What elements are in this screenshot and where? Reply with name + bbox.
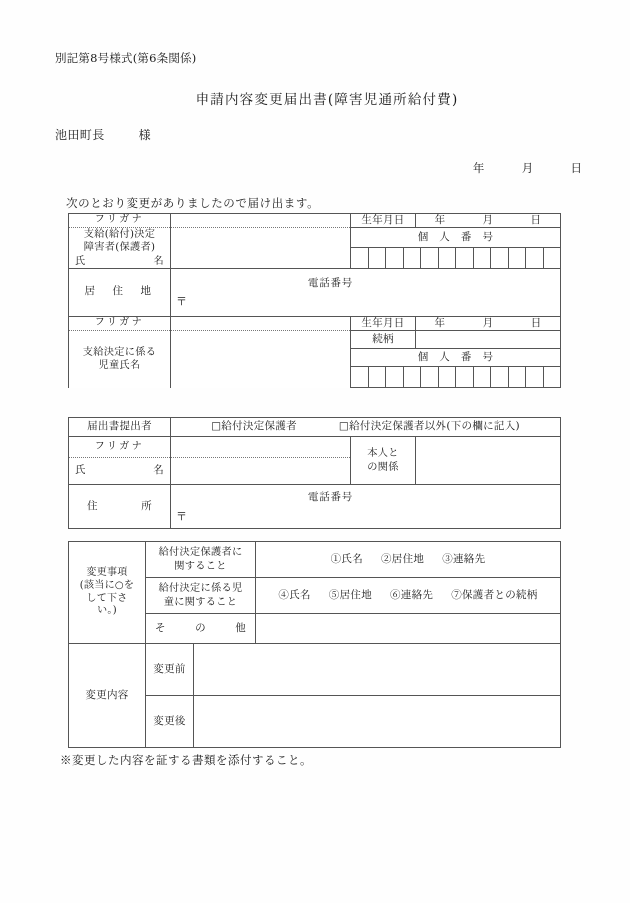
applicant-name-label-line1: 支給(給付)決定	[83, 229, 156, 241]
submitter-address-kanji1: 住	[87, 499, 98, 512]
change-section-line1: 変更事項	[86, 566, 128, 578]
mynumber-digit[interactable]	[421, 248, 439, 268]
applicant-birth-month: 月	[482, 214, 494, 226]
mynumber-digit[interactable]	[404, 248, 422, 268]
table-row	[69, 331, 561, 349]
change-row1-line1: 給付決定保護者に	[158, 547, 243, 559]
applicant-name-label-kanji1: 氏	[75, 255, 86, 267]
mynumber-digit[interactable]	[369, 248, 387, 268]
mynumber-digit[interactable]	[491, 367, 509, 387]
applicant-residence-value[interactable]	[171, 268, 561, 316]
date-year-label: 年	[472, 161, 485, 175]
change-row3-kanji2: の	[195, 621, 206, 634]
applicant-name-label-line3	[69, 255, 170, 268]
child-birth-month: 月	[482, 316, 494, 329]
change-item-7[interactable]: ⑦保護者との続柄	[451, 588, 538, 601]
child-birth-label: 生年月日	[351, 316, 416, 330]
postal-mark-icon: 〒	[176, 295, 188, 309]
change-item-3[interactable]: ③連絡先	[442, 552, 486, 565]
table-row	[69, 268, 561, 316]
change-row1-line2: 関すること	[174, 560, 227, 572]
applicant-birth-label: 生年月日	[351, 214, 416, 228]
checkbox-option-other[interactable]: □給付決定保護者以外(下の欄に記入)	[338, 420, 520, 433]
change-row2-items[interactable]	[256, 578, 561, 614]
child-birth-value[interactable]	[416, 316, 561, 330]
form-code: 別記第8号様式(第6条関係)	[55, 51, 197, 65]
submitter-options	[171, 418, 561, 437]
addressee-name: 池田町長	[55, 128, 105, 142]
mynumber-digit[interactable]	[386, 367, 404, 387]
applicant-name-label	[69, 228, 171, 268]
change-after-value[interactable]	[194, 696, 561, 748]
applicant-residence-label: 居 住 地	[69, 268, 171, 316]
change-items-section-label	[69, 542, 146, 644]
child-birth-day: 日	[530, 316, 542, 329]
change-row2-line2: 童に関すること	[163, 596, 238, 608]
submitter-tel-label: 電話番号	[307, 491, 354, 504]
mynumber-digit[interactable]	[474, 248, 492, 268]
change-section-line4: い。)	[97, 605, 117, 617]
mynumber-digit[interactable]	[526, 367, 544, 387]
submitter-address-label	[69, 485, 171, 529]
submitter-furigana-label: フリガナ	[69, 437, 171, 458]
change-row1-items[interactable]	[256, 542, 561, 578]
change-row3-kanji3: 他	[235, 621, 246, 634]
table-row	[69, 542, 561, 578]
checkbox-option-guardian[interactable]: □給付決定保護者	[211, 420, 297, 433]
mynumber-digit[interactable]	[386, 248, 404, 268]
change-section-line2: (該当に○を	[79, 579, 135, 591]
table-row	[69, 485, 561, 529]
mynumber-digit[interactable]	[509, 248, 527, 268]
applicant-mynumber-boxes[interactable]	[351, 247, 561, 268]
mynumber-digit[interactable]	[404, 367, 422, 387]
applicant-tel-label: 電話番号	[307, 276, 354, 289]
applicant-name-label-line2: 障害者(保護者)	[83, 242, 156, 254]
child-furigana-label: フリガナ	[69, 316, 171, 330]
applicant-birth-day: 日	[530, 214, 542, 226]
mynumber-digit[interactable]	[456, 248, 474, 268]
table-row	[69, 214, 561, 228]
change-table	[68, 541, 561, 748]
submitter-name-label	[69, 458, 171, 485]
table-row	[69, 644, 561, 696]
lead-text: 次のとおり変更がありましたので届け出ます。	[66, 196, 320, 210]
child-furigana-value[interactable]	[171, 316, 351, 330]
mynumber-digit[interactable]	[351, 248, 369, 268]
mynumber-digit[interactable]	[544, 367, 561, 387]
applicant-birth-value[interactable]	[416, 214, 561, 228]
child-name-label	[69, 331, 171, 388]
change-row2-line1: 給付決定に係る児	[158, 583, 243, 595]
change-row3-items[interactable]	[256, 614, 561, 644]
child-name-label-line2: 児童氏名	[98, 360, 141, 372]
child-birth-year: 年	[434, 316, 446, 329]
applicant-furigana-value[interactable]	[171, 214, 351, 228]
applicant-name-label-kanji2: 名	[153, 255, 164, 267]
submitter-address-kanji2: 所	[141, 499, 152, 512]
change-item-6[interactable]: ⑥連絡先	[390, 588, 434, 601]
child-name-value[interactable]	[171, 331, 351, 388]
submitter-relation-line2: の関係	[367, 461, 399, 473]
change-row3-label	[146, 614, 256, 644]
mynumber-digit[interactable]	[439, 367, 457, 387]
change-before-value[interactable]	[194, 644, 561, 696]
addressee-honorific: 様	[138, 128, 152, 142]
submitter-label: 届出書提出者	[69, 418, 171, 437]
change-row3-kanji1: そ	[155, 621, 166, 634]
mynumber-cell-group	[351, 248, 560, 268]
applicant-table	[68, 213, 561, 388]
date-line	[473, 160, 582, 176]
table-row	[69, 437, 561, 458]
footnote: ※変更した内容を証する書類を添付すること。	[60, 753, 312, 767]
submitter-address-value[interactable]	[171, 485, 561, 529]
change-content-section-label: 変更内容	[69, 644, 146, 748]
table-row	[69, 228, 561, 247]
submitter-name-kanji1: 氏	[75, 464, 86, 477]
submitter-relation-line1: 本人と	[367, 448, 399, 460]
change-item-1[interactable]: ①氏名	[330, 552, 363, 565]
submitter-relation-value[interactable]	[416, 437, 561, 485]
mynumber-digit[interactable]	[456, 367, 474, 387]
applicant-mynumber-label: 個 人 番 号	[351, 228, 561, 247]
mynumber-digit[interactable]	[421, 367, 439, 387]
page-title: 申請内容変更届出書(障害児通所給付費)	[195, 92, 459, 108]
mynumber-digit[interactable]	[544, 248, 561, 268]
mynumber-digit[interactable]	[351, 367, 369, 387]
child-mynumber-boxes[interactable]	[351, 367, 561, 388]
postal-mark-icon: 〒	[176, 509, 188, 523]
change-row1-label	[146, 542, 256, 578]
change-item-5[interactable]: ⑤居住地	[328, 588, 372, 601]
mynumber-digit[interactable]	[509, 367, 527, 387]
change-before-label: 変更前	[146, 644, 194, 696]
change-after-label: 変更後	[146, 696, 194, 748]
child-relation-value[interactable]	[416, 331, 561, 349]
change-section-line3: して下さ	[86, 592, 128, 604]
submitter-name-kanji2: 名	[153, 464, 164, 477]
mynumber-digit[interactable]	[526, 248, 544, 268]
applicant-furigana-label: フリガナ	[69, 214, 171, 228]
submitter-name-value[interactable]	[171, 458, 351, 485]
child-mynumber-label: 個 人 番 号	[351, 349, 561, 367]
child-relation-label: 続柄	[351, 331, 416, 349]
table-row	[69, 418, 561, 437]
mynumber-cell-group	[351, 367, 560, 387]
mynumber-digit[interactable]	[491, 248, 509, 268]
mynumber-digit[interactable]	[369, 367, 387, 387]
change-item-4[interactable]: ④氏名	[278, 588, 311, 601]
applicant-birth-year: 年	[434, 214, 446, 226]
change-item-2[interactable]: ②居住地	[381, 552, 425, 565]
change-row2-label	[146, 578, 256, 614]
submitter-relation-label	[351, 437, 416, 485]
submitter-table	[68, 417, 561, 529]
applicant-name-value[interactable]	[171, 228, 351, 268]
mynumber-digit[interactable]	[474, 367, 492, 387]
date-day-label: 日	[570, 161, 582, 175]
date-month-label: 月	[521, 161, 534, 175]
table-row	[69, 316, 561, 330]
submitter-furigana-value[interactable]	[171, 437, 351, 458]
child-name-label-line1: 支給決定に係る	[82, 347, 157, 359]
addressee	[55, 126, 151, 143]
mynumber-digit[interactable]	[439, 248, 457, 268]
